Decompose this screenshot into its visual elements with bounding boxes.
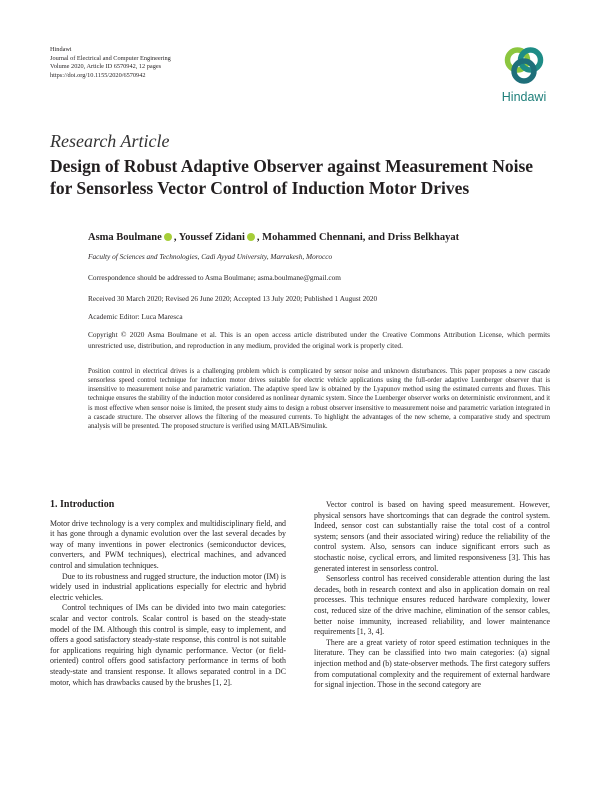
author-separator: , — [256, 232, 263, 243]
paragraph: Due to its robustness and rugged structure, the induction motor (IM) is widely used in industrial applications especially for electric and hybrid electric vehicles. — [50, 571, 286, 602]
author-name[interactable]: Youssef Zidani — [178, 232, 245, 243]
article-title: Design of Robust Adaptive Observer against Measurement Noise for Sensorless Vector Control of Induction Motor Drives — [50, 156, 534, 198]
paragraph: There are a great variety of rotor speed estimation techniques in the literature. They can be classified into two main categories: (a) signal injection method and (b) state-observer methods. The first category suffers from computational complexity and the requirement of external hardware for signal injection. Those in the second category are — [314, 637, 550, 690]
academic-editor: Academic Editor: Luca Maresca — [88, 312, 183, 321]
publisher-name: Hindawi — [50, 46, 72, 53]
hindawi-logo-icon — [501, 42, 547, 88]
logo-wordmark: Hindawi — [501, 90, 547, 104]
orcid-icon[interactable] — [247, 233, 255, 241]
paragraph: Control techniques of IMs can be divided into two main categories: scalar and vector controls. Scalar control is based on the steady-state model of the IM. Although this control is simple, easy to implement, and offers a good satisfactory steady-state response, this control is not suitable for applications requiring high dynamic performance. Vector (or field-oriented) control offers good satisfactory performance in terms of both steady-state and transient response. It allows separated control in a DC motor, which has drawbacks caused by the brushes [1, 2]. — [50, 603, 286, 687]
doi-link[interactable]: https://doi.org/10.1155/2020/6570942 — [50, 71, 146, 79]
body-column-left — [50, 500, 286, 688]
author-name[interactable]: Mohammed Chennani, and Driss Belkhayat — [262, 232, 460, 243]
volume-info: Volume 2020, Article ID 6570942, 12 pages — [50, 63, 162, 71]
affiliation: Faculty of Sciences and Technologies, Cadi Ayyad University, Marrakesh, Morocco — [88, 252, 333, 261]
orcid-icon[interactable] — [164, 233, 172, 241]
abstract: Position control in electrical drives is a challenging problem which is complicated by sensor noise and unknown disturbances. This paper proposes a new cascade sensorless speed control technique for induction motor drives suitable for electric vehicle applications using the full-order adaptive Luenberger observer that is insensitive to measurement noise and parametric variation. The adaptive speed law is obtained by the Lyapunov method using the estimated currents and fluxes. This technique ensures the stability of the induction motor considered as nonlinear dynamic system. Since the Luenberger observer works on deterministic environment, and it is most effective when sensor noise is limited, the present study aims to design a robust observer insensitive to measurement noise and parametric variation integrated in a cascade structure. The observer allows the filtering of the measured currents. To highlight the advantages of the new scheme, a comparative study and spectrum analysis will be presented. The proposed structure is verified using MATLAB/Simulink. — [88, 368, 550, 430]
hindawi-logo — [493, 42, 555, 106]
correspondence: Correspondence should be addressed to Asma Boulmane; asma.boulmane@gmail.com — [88, 273, 341, 282]
copyright-notice: Copyright © 2020 Asma Boulmane et al. This is an open access article distributed under the Creative Commons Attribution License, which permits unrestricted use, distribution, and reproduction in any medium, provided the original work is properly cited. — [88, 330, 550, 350]
author-name[interactable]: Asma Boulmane — [88, 232, 162, 243]
publication-dates: Received 30 March 2020; Revised 26 June 2020; Accepted 13 July 2020; Published 1 August 2020 — [88, 294, 378, 303]
paragraph: Vector control is based on having speed measurement. However, physical sensors have shortcomings that can degrade the control system. Indeed, sensor cost can substantially raise the total cost of a control system; sensors (and their associated wiring) reduce the reliability of the control system. Also, sensors can induce significant errors such as stochastic noise, cyclical errors, and limited responsiveness [3]. This has generated interest in sensorless control. — [314, 500, 550, 573]
body-column-right — [314, 500, 550, 691]
article-type: Research Article — [50, 131, 170, 151]
journal-name: Journal of Electrical and Computer Engineering — [50, 54, 171, 62]
section-heading: 1. Introduction — [50, 499, 115, 510]
paragraph: Motor drive technology is a very complex and multidisciplinary field, and it has gone through a dynamic evolution over the last several decades by way of many inventions in power electronics (semiconductor devices, converters, and PWM techniques), electrical machines, and advanced control and simulation techniques. — [50, 518, 286, 570]
author-list — [88, 232, 459, 243]
journal-info — [50, 46, 171, 80]
paragraph: Sensorless control has received considerable attention during the last decades, both in research context and also in application domain on real processes. This technique ensures reduced hardware complexity, lower cost, reduced size of the drive machine, elimination of the sensor cables, better noise immunity, increased reliability, and lower maintenance requirements [1, 3, 4]. — [314, 574, 550, 637]
author-separator: , — [173, 232, 179, 243]
